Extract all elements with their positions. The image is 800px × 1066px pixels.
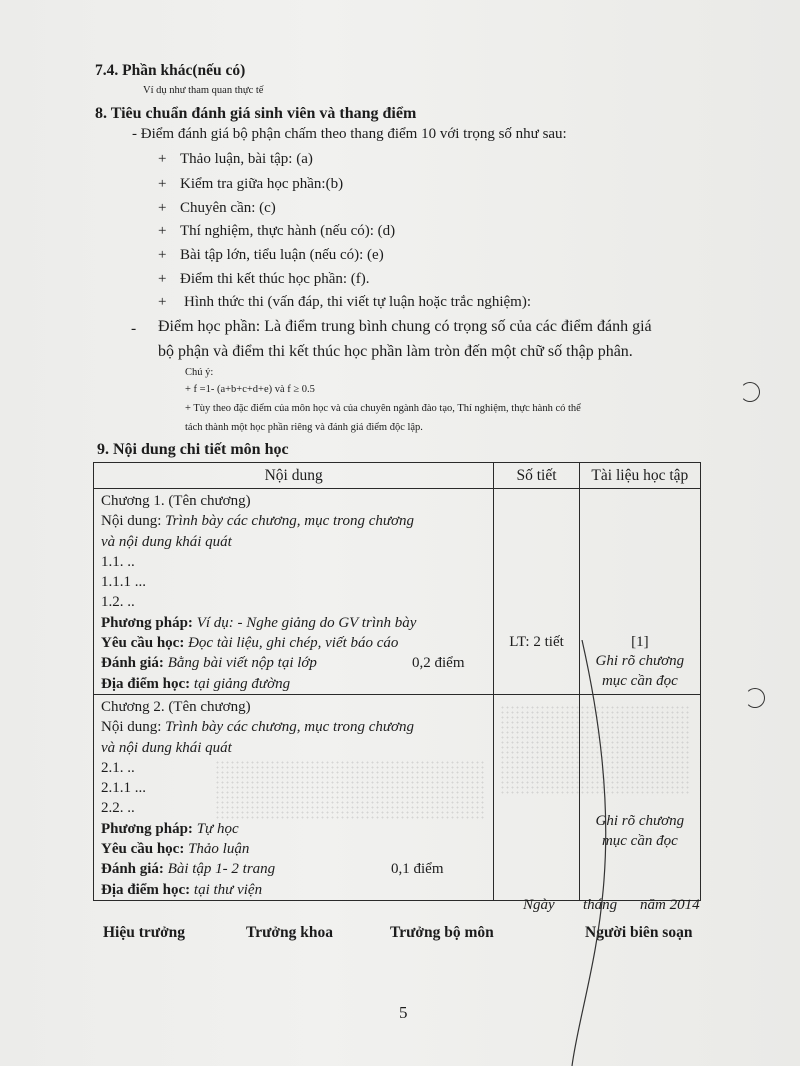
note-title: Chú ý: [185,367,214,378]
content-text: Trình bày các chương, mục trong chương [165,513,415,530]
method-label: Phương pháp: [101,614,193,631]
hours-value: LT: 2 tiết [509,634,564,650]
section-7-4-note: Ví dụ như tham quan thực tế [143,85,264,96]
page-number: 5 [399,1003,408,1022]
content-text: Trình bày các chương, mục trong chương [165,719,415,736]
item: 1.1. .. [101,553,135,570]
header-hours: Số tiết [494,463,579,489]
bullet-item: + Bài tập lớn, tiểu luận (nếu có): (e) [158,247,384,263]
signature-dean: Trưởng khoa [246,924,333,941]
binder-hole [745,688,765,708]
score-line-1: Điểm học phần: Là điểm trung bình chung có trọng số của các điểm đánh giá [158,318,652,335]
chapter-title: Chương 1. (Tên chương) [101,493,251,509]
evaluation-text: Bằng bài viết nộp tại lớp [167,655,317,672]
signature-author: Người biên soạn [585,924,693,941]
item: 2.2. .. [101,800,135,817]
date-year: năm 2014 [640,897,700,913]
bullet-item: + Điểm thi kết thúc học phần: (f). [158,271,370,287]
bullet-item: + Thảo luận, bài tập: (a) [158,151,313,167]
bullet-item: + Kiểm tra giữa học phần:(b) [158,176,344,192]
item: 2.1.1 ... [101,780,146,797]
score-dash: - [131,320,137,337]
reference-note: mục cần đọc [601,673,678,689]
date-month: tháng [583,897,618,913]
paper-crease-line [560,640,620,1066]
section-7-4-title: 7.4. Phần khác(nếu có) [95,62,246,79]
item: 1.2. .. [101,594,135,611]
requirement-text: Đọc tài liệu, ghi chép, viết báo cáo [188,635,399,652]
table-header-row [94,463,701,489]
evaluation-score: 0,1 điểm [391,861,444,878]
chapter-title: Chương 2. (Tên chương) [101,698,251,715]
requirement-label: Yêu cầu học: [101,635,185,652]
content-label: Nội dung: [101,719,162,736]
place-text: tại thư viện [193,881,263,898]
scan-noise [215,760,485,820]
chapter-1-content [94,489,494,695]
bullet-item: + Thí nghiệm, thực hành (nếu có): (d) [158,223,396,239]
bullet-item: + Chuyên cần: (c) [158,200,276,216]
place-label: Địa điểm học: [101,675,191,692]
bullet-item: + Hình thức thi (vấn đáp, thi viết tự luận hoặc trắc nghiệm): [158,294,531,310]
note-line-2: tách thành một học phần riêng và đánh giá điểm độc lập. [185,422,423,433]
method-text: Ví dụ: - Nghe giảng do GV trình bày [196,614,417,631]
place-text: tại giảng đường [193,675,291,692]
content-text-cont: và nội dung khái quát [101,533,232,550]
section-8-intro: - Điểm đánh giá bộ phận chấm theo thang điểm 10 với trọng số như sau: [132,126,567,142]
reference-number: [1] [631,634,649,650]
signature-rector: Hiệu trưởng [103,924,186,941]
method-label: Phương pháp: [101,820,193,837]
note-line-1: + Tùy theo đặc điểm của môn học và của chuyên ngành đào tạo, Thí nghiệm, thực hành có thể [185,403,581,414]
binder-hole [740,382,760,402]
method-text: Tự học [196,820,239,837]
evaluation-label: Đánh giá: [101,861,164,878]
score-line-2: bộ phận và điểm thi kết thúc học phần làm tròn đến một chữ số thập phân. [158,343,633,360]
header-content: Nội dung [94,463,494,489]
evaluation-score: 0,2 điểm [412,655,465,672]
content-label: Nội dung: [101,513,162,530]
note-formula: + f =1- (a+b+c+d+e) và f ≥ 0.5 [185,384,315,395]
section-8-title: 8. Tiêu chuẩn đánh giá sinh viên và thang điểm [95,105,417,122]
evaluation-text: Bài tập 1- 2 trang [167,861,276,878]
requirement-label: Yêu cầu học: [101,841,185,858]
evaluation-label: Đánh giá: [101,655,164,672]
reference-note: mục cần đọc [601,832,678,849]
requirement-text: Thảo luận [188,841,250,858]
reference-note: Ghi rõ chương [595,812,685,829]
content-text-cont: và nội dung khái quát [101,739,232,756]
section-9-title: 9. Nội dung chi tiết môn học [97,441,289,458]
reference-note: Ghi rõ chương [595,653,685,669]
header-materials: Tài liệu học tập [579,463,700,489]
place-label: Địa điểm học: [101,881,191,898]
item: 1.1.1 ... [101,574,146,591]
item: 2.1. .. [101,759,135,776]
signature-head-of-department: Trưởng bộ môn [390,924,494,941]
date-day: Ngày [523,897,555,913]
